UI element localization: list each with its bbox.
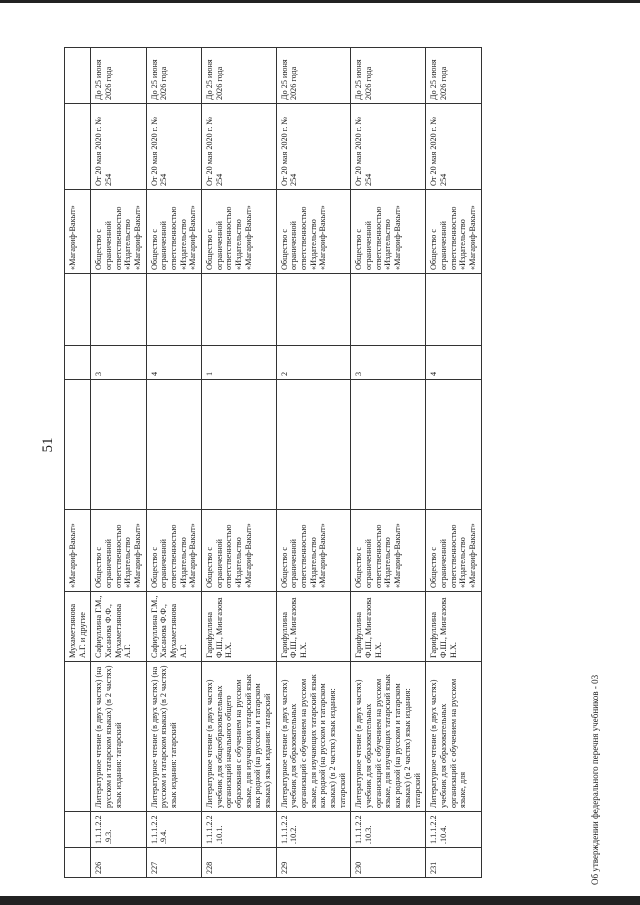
page-footer: Об утверждении федерального перечня учебников - 03 <box>590 674 600 885</box>
table-row <box>202 48 277 878</box>
cell-order: От 20 мая 2020 г. № 254 <box>276 104 351 190</box>
cell-valid-until: До 25 июня 2026 года <box>202 48 277 104</box>
cell-code: 1.1.1.2.2.10.3. <box>351 812 426 848</box>
table-row-continuation <box>65 48 91 878</box>
cell-grade: 2 <box>276 346 351 380</box>
cell-number: 228 <box>202 848 277 878</box>
cell-code: 1.1.1.2.2.10.1. <box>202 812 277 848</box>
cell-publisher: Общество с ограниченной ответственностью «Издательство «Магариф-Вакыт» <box>276 510 351 592</box>
cell-publisher-2: Общество с ограниченной ответственностью «Издательство «Магариф-Вакыт» <box>91 190 146 274</box>
cell-order: От 20 мая 2020 г. № 254 <box>202 104 277 190</box>
cell-grade: 4 <box>426 346 481 380</box>
cell-code: 1.1.1.2.2.10.4. <box>426 812 481 848</box>
cell-code: 1.1.1.2.2.9.3. <box>91 812 146 848</box>
cell-publisher: Общество с ограниченной ответственностью «Издательство «Магариф-Вакыт» <box>202 510 277 592</box>
cell-publisher: Общество с ограниченной ответственностью «Издательство «Магариф-Вакыт» <box>146 510 201 592</box>
cell-authors: Сафиуллина Г.М., Хасанова Ф.Ф., Мухаметзянова А.Г. <box>91 592 146 662</box>
cell-publisher: Общество с ограниченной ответственностью «Издательство «Магариф-Вакыт» <box>351 510 426 592</box>
table-row <box>351 48 426 878</box>
cell-empty <box>146 274 201 346</box>
cell-authors: Гарифуллина Ф.Ш., Мингазова Н.Х. <box>426 592 481 662</box>
cell-publisher-2: Общество с ограниченной ответственностью «Издательство «Магариф-Вакыт» <box>426 190 481 274</box>
cell-authors: Мухаметзянова А.Г. и другие <box>65 592 91 662</box>
cell-empty <box>65 274 91 346</box>
cell-valid-until: До 25 июня 2026 года <box>426 48 481 104</box>
cell-grade: 3 <box>91 346 146 380</box>
cell-number: 230 <box>351 848 426 878</box>
cell-title: Литературное чтение (в двух частях) (на русском и татарском языках) (в 2 частях) язык издания: татарский <box>146 662 201 812</box>
cell-empty <box>426 274 481 346</box>
cell-empty <box>91 274 146 346</box>
cell-valid-until: До 25 июня 2026 года <box>91 48 146 104</box>
cell-title: Литературное чтение (в двух частях) учебник для образовательных организаций с обучением на русском языке, для <box>426 662 481 812</box>
table-row <box>91 48 146 878</box>
cell-publisher: Общество с ограниченной ответственностью «Издательство «Магариф-Вакыт» <box>426 510 481 592</box>
cell-empty <box>351 274 426 346</box>
cell-authors: Сафиуллина Г.М., Хасанова Ф.Ф., Мухаметзянова А.Г. <box>146 592 201 662</box>
cell-title: Литературное чтение (в двух частях) учебник для образовательных организаций с обучением на русском языке, для изучающих татарский язык как родной (на русском и татарском языках) (в 2 частях) язык издания: татарский <box>276 662 351 812</box>
cell-number: 227 <box>146 848 201 878</box>
cell-empty <box>276 380 351 510</box>
cell-empty <box>65 380 91 510</box>
cell-empty <box>65 848 91 878</box>
cell-empty <box>65 48 91 104</box>
page-number: 51 <box>40 437 56 453</box>
cell-empty <box>276 274 351 346</box>
cell-empty <box>426 380 481 510</box>
cell-title: Литературное чтение (в двух частях) учебник для общеобразовательных организаций начального общего образования с обучением на русском языке, для изучающих татарский язык как родной (на русском и татарском языках) язык издания: татарский <box>202 662 277 812</box>
cell-empty <box>202 380 277 510</box>
table-row <box>146 48 201 878</box>
cell-number: 231 <box>426 848 481 878</box>
cell-order: От 20 мая 2020 г. № 254 <box>91 104 146 190</box>
textbook-registry-table <box>64 47 482 878</box>
cell-empty <box>65 104 91 190</box>
cell-publisher-2: Общество с ограниченной ответственностью «Издательство «Магариф-Вакыт» <box>276 190 351 274</box>
cell-order: От 20 мая 2020 г. № 254 <box>146 104 201 190</box>
cell-authors: Гарифуллина Ф.Ш., Мингазова Н.Х. <box>276 592 351 662</box>
cell-empty <box>65 812 91 848</box>
cell-valid-until: До 25 июня 2026 года <box>276 48 351 104</box>
cell-empty <box>351 380 426 510</box>
cell-authors: Гарифуллина Ф.Ш., Мингазова Н.Х. <box>202 592 277 662</box>
cell-title: Литературное чтение (в двух частях) (на русском и татарском языках) (в 2 частях) язык издания: татарский <box>91 662 146 812</box>
table-row <box>426 48 481 878</box>
cell-number: 226 <box>91 848 146 878</box>
cell-order: От 20 мая 2020 г. № 254 <box>426 104 481 190</box>
cell-valid-until: До 25 июня 2026 года <box>351 48 426 104</box>
cell-empty <box>146 380 201 510</box>
cell-publisher-2: Общество с ограниченной ответственностью «Издательство «Магариф-Вакыт» <box>351 190 426 274</box>
cell-grade: 1 <box>202 346 277 380</box>
cell-valid-until: До 25 июня 2026 года <box>146 48 201 104</box>
cell-order: От 20 мая 2020 г. № 254 <box>351 104 426 190</box>
cell-empty <box>65 346 91 380</box>
cell-publisher: Общество с ограниченной ответственностью «Издательство «Магариф-Вакыт» <box>91 510 146 592</box>
cell-grade: 4 <box>146 346 201 380</box>
cell-publisher: «Магариф-Вакыт» <box>65 510 91 592</box>
table-row <box>276 48 351 878</box>
cell-grade: 3 <box>351 346 426 380</box>
cell-title: Литературное чтение (в двух частях) учебник для образовательных организаций с обучением на русском языке, для изучающих татарский язык как родной (на русском и татарском языках) (в 2 частях) язык издания: татарский <box>351 662 426 812</box>
cell-authors: Гарифуллина Ф.Ш., Мингазова Н.Х. <box>351 592 426 662</box>
cell-empty <box>65 662 91 812</box>
cell-number: 229 <box>276 848 351 878</box>
cell-empty <box>91 380 146 510</box>
cell-publisher-2: Общество с ограниченной ответственностью «Издательство «Магариф-Вакыт» <box>202 190 277 274</box>
cell-empty <box>202 274 277 346</box>
cell-code: 1.1.1.2.2.10.2. <box>276 812 351 848</box>
cell-publisher-2: «Магариф-Вакыт» <box>65 190 91 274</box>
cell-publisher-2: Общество с ограниченной ответственностью «Издательство «Магариф-Вакыт» <box>146 190 201 274</box>
cell-code: 1.1.1.2.2.9.4. <box>146 812 201 848</box>
